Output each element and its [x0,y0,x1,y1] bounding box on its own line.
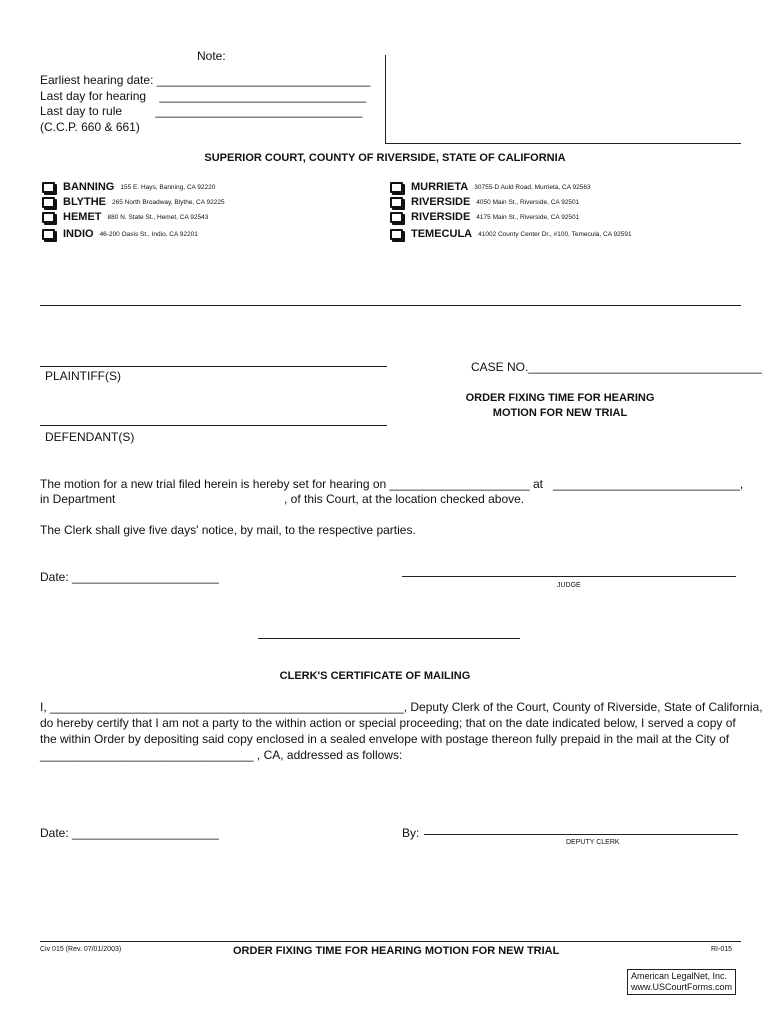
by-label: By: [402,826,420,840]
judge-label: JUDGE [557,582,581,589]
location-address: 4175 Main St., Riverside, CA 92501 [476,213,580,221]
section-divider [40,305,741,306]
order-title-line-2: MOTION FOR NEW TRIAL [492,407,628,419]
certificate-line-1[interactable]: I, _____________________________________________________, Deputy Clerk of the Court, County of Riverside, State of California, [40,700,763,714]
certificate-city-field[interactable]: ________________________________ , CA, addressed as follows: [40,748,403,762]
location-name: RIVERSIDE [411,211,471,223]
location-name: RIVERSIDE [411,196,471,208]
ccp-reference: (C.C.P. 660 & 661) [40,120,140,134]
location-name: INDIO [63,228,94,240]
location-name: BLYTHE [63,196,106,208]
separator-line [258,638,520,639]
location-address: 46-200 Oasis St., Indio, CA 92201 [99,230,198,238]
checkbox-icon[interactable] [42,197,55,208]
header-divider-horizontal [385,143,741,144]
location-address: 4050 Main St., Riverside, CA 92501 [476,198,580,206]
hearing-set-text[interactable]: The motion for a new trial filed herein is hereby set for hearing on _____________________ at ____________________________, [40,477,744,491]
order-title-line-1: ORDER FIXING TIME FOR HEARING [465,392,655,404]
last-day-hearing-field[interactable]: Last day for hearing _______________________________ [40,89,367,103]
publisher-box [627,969,736,995]
certificate-line-2: do hereby certify that I am not a party to the within action or special proceeding; that on the date indicated below, I served a copy of [40,716,736,730]
deputy-clerk-signature-line[interactable] [424,834,738,835]
location-name: MURRIETA [411,181,469,193]
publisher-name: American LegalNet, Inc. [631,971,728,981]
plaintiff-line[interactable] [40,366,387,367]
checkbox-icon[interactable] [42,212,55,223]
location-blythe[interactable] [42,196,225,208]
location-banning[interactable] [42,181,215,193]
court-title: SUPERIOR COURT, COUNTY OF RIVERSIDE, STATE OF CALIFORNIA [204,152,566,164]
plaintiff-label: PLAINTIFF(S) [45,369,122,383]
checkbox-icon[interactable] [390,212,403,223]
deputy-clerk-label: DEPUTY CLERK [566,839,620,846]
location-name: BANNING [63,181,115,193]
department-label: in Department [40,492,116,506]
location-address: 155 E. Hays, Banning, CA 92220 [120,183,216,191]
order-date-field[interactable]: Date: ______________________ [40,570,219,584]
certificate-title: CLERK'S CERTIFICATE OF MAILING [279,670,471,682]
form-revision: Civ 015 (Rev. 07/01/2003) [40,946,122,953]
location-address: 265 North Broadway, Blythe, CA 92225 [112,198,225,206]
checkbox-icon[interactable] [390,229,403,240]
defendant-label: DEFENDANT(S) [45,430,135,444]
location-address: 30755-D Auld Road, Murrieta, CA 92563 [474,183,591,191]
checkbox-icon[interactable] [42,182,55,193]
location-temecula[interactable] [390,228,632,240]
earliest-hearing-field[interactable]: Earliest hearing date: ________________________________ [40,73,371,87]
location-address: 880 N. State St., Hemet, CA 92543 [107,213,209,221]
location-riverside-4175[interactable] [390,211,579,223]
checkbox-icon[interactable] [390,197,403,208]
checkbox-icon[interactable] [42,229,55,240]
case-number-field[interactable]: CASE NO.___________________________________ [471,360,762,374]
last-day-rule-field[interactable]: Last day to rule _______________________________ [40,104,363,118]
header-divider-vertical [385,55,386,143]
footer-divider [40,941,741,942]
location-hemet[interactable] [42,211,208,223]
department-text: , of this Court, at the location checked above. [284,492,525,506]
location-murrieta[interactable] [390,181,591,193]
note-label: Note: [197,49,226,63]
judge-signature-line[interactable] [402,576,736,577]
clerk-notice-text: The Clerk shall give five days' notice, by mail, to the respective parties. [40,523,416,537]
certificate-line-3: the within Order by depositing said copy enclosed in a sealed envelope with postage thereon fully prepaid in the mail at the City of [40,732,730,746]
location-indio[interactable] [42,228,198,240]
location-name: TEMECULA [411,228,473,240]
location-name: HEMET [63,211,102,223]
location-riverside-4050[interactable] [390,196,579,208]
publisher-url[interactable]: www.USCourtForms.com [631,982,733,992]
checkbox-icon[interactable] [390,182,403,193]
location-address: 41002 County Center Dr., #100, Temecula, CA 92591 [478,230,632,238]
footer-title: ORDER FIXING TIME FOR HEARING MOTION FOR NEW TRIAL [233,945,560,957]
mailing-date-field[interactable]: Date: ______________________ [40,826,219,840]
defendant-line[interactable] [40,425,387,426]
form-id: RI-015 [711,946,733,953]
